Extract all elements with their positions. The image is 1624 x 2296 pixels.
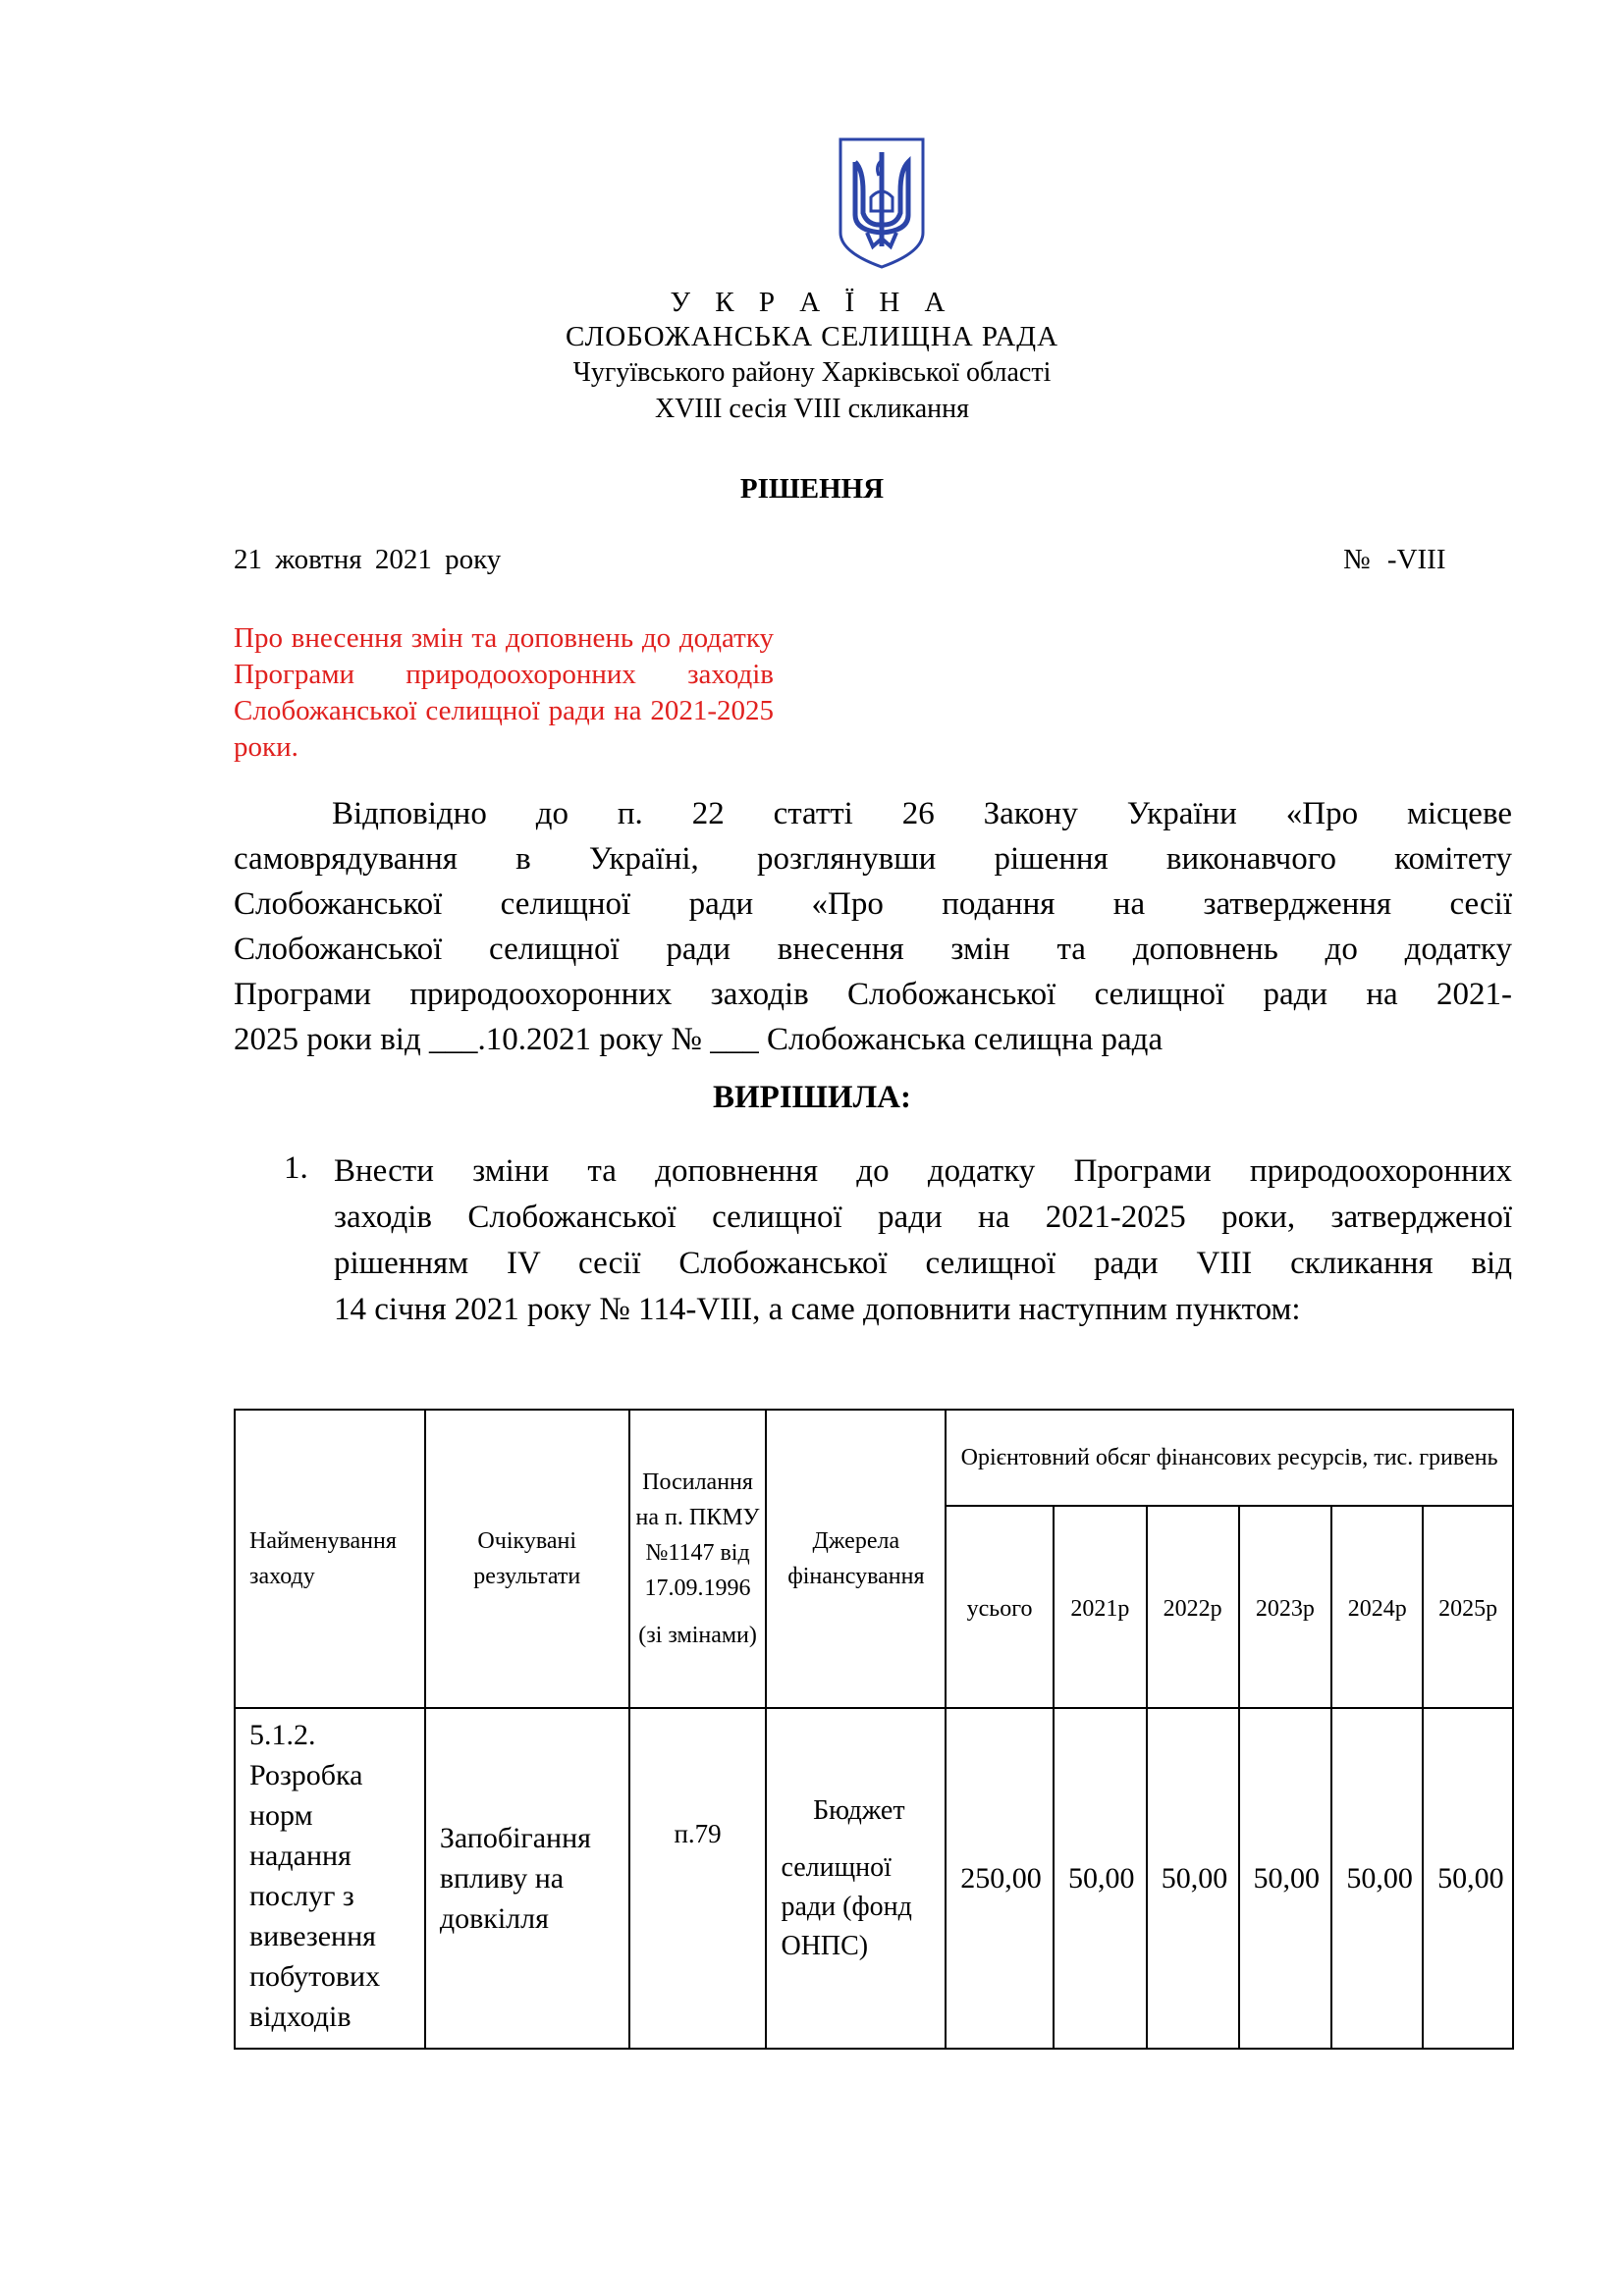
item-line: 14 січня 2021 року № 114-VIII, а саме доповнити наступним пунктом: (334, 1292, 1301, 1327)
item-text (334, 1148, 1512, 1333)
cell-year: 50,00 (1054, 1708, 1147, 2049)
cell-source-main: Бюджет (813, 1795, 905, 1826)
header-results: Очікувані результати (425, 1410, 629, 1708)
preamble-line: Слобожанської селищної ради «Про подання на затвердження сесії (234, 886, 1512, 922)
preamble-line: Програми природоохоронних заходів Слобожанської селищної ради на 2021- (234, 977, 1512, 1012)
cell-reference: п.79 (629, 1708, 767, 2049)
cell-year: 50,00 (1147, 1708, 1239, 2049)
decision-date: 21 жовтня 2021 року (234, 544, 502, 575)
program-table (234, 1409, 1514, 2050)
header-sources: Джерела фінансування (766, 1410, 946, 1708)
header-year: 2024р (1331, 1506, 1423, 1708)
cell-results: Запобігання впливу на довкілля (425, 1708, 629, 2049)
cell-source-detail: селищної ради (фонд ОНПС) (781, 1852, 912, 1961)
decision-number: № -VIII (1343, 544, 1446, 575)
decided-heading: ВИРІШИЛА: (713, 1080, 911, 1115)
header-year: 2023р (1239, 1506, 1332, 1708)
item-line: рішенням IV сесії Слобожанської селищної ради VIII скликання від (334, 1246, 1512, 1281)
header-year: 2021р (1054, 1506, 1147, 1708)
header-name: Найменування заходу (235, 1410, 425, 1708)
header-reference (629, 1410, 767, 1708)
header-reference-text: Посилання на п. ПКМУ №1147 від 17.09.1996 (635, 1469, 760, 1601)
decision-subject: Про внесення змін та доповнень до додатку Програми природоохоронних заходів Слобожанської селищної ради на 2021-2025 роки. (234, 622, 774, 763)
preamble-line: Слобожанської селищної ради внесення змін та доповнень до додатку (234, 932, 1512, 967)
coat-of-arms-emblem (838, 136, 926, 270)
cell-name: 5.1.2. Розробка норм надання послуг з вивезення побутових відходів (235, 1708, 425, 2049)
preamble-line: самоврядування в Україні, розглянувши рішення виконавчого комітету (234, 841, 1512, 877)
cell-year: 50,00 (1423, 1708, 1513, 2049)
cell-total: 250,00 (946, 1708, 1054, 2049)
item-number: 1. (284, 1150, 308, 1186)
district-name: Чугуївського району Харківської області (572, 357, 1052, 388)
document-title: РІШЕННЯ (739, 473, 885, 505)
preamble (234, 791, 1512, 1062)
preamble-line: 2025 роки від ___.10.2021 року № ___ Слобожанська селищна рада (234, 1022, 1164, 1057)
header-total: усього (946, 1506, 1054, 1708)
header-year: 2025р (1423, 1506, 1513, 1708)
council-name: СЛОБОЖАНСЬКА СЕЛИЩНА РАДА (565, 321, 1059, 352)
item-line: Внести зміни та доповнення до додатку Програми природоохоронних (334, 1153, 1512, 1189)
country-name: У К Р А Ї Н А (670, 287, 954, 318)
preamble-line: Відповідно до п. 22 статті 26 Закону України «Про місцеве (332, 796, 1512, 831)
table-row (235, 1708, 1513, 2049)
session-name: XVIII сесія VIII скликання (654, 394, 970, 424)
header-volume: Орієнтовний обсяг фінансових ресурсів, тис. гривень (946, 1410, 1513, 1506)
cell-year: 50,00 (1239, 1708, 1332, 2049)
cell-sources (766, 1708, 946, 2049)
header-reference-note: (зі змінами) (638, 1623, 757, 1648)
header-year: 2022р (1147, 1506, 1239, 1708)
cell-year: 50,00 (1331, 1708, 1423, 2049)
item-line: заходів Слобожанської селищної ради на 2021-2025 роки, затвердженої (334, 1200, 1512, 1235)
